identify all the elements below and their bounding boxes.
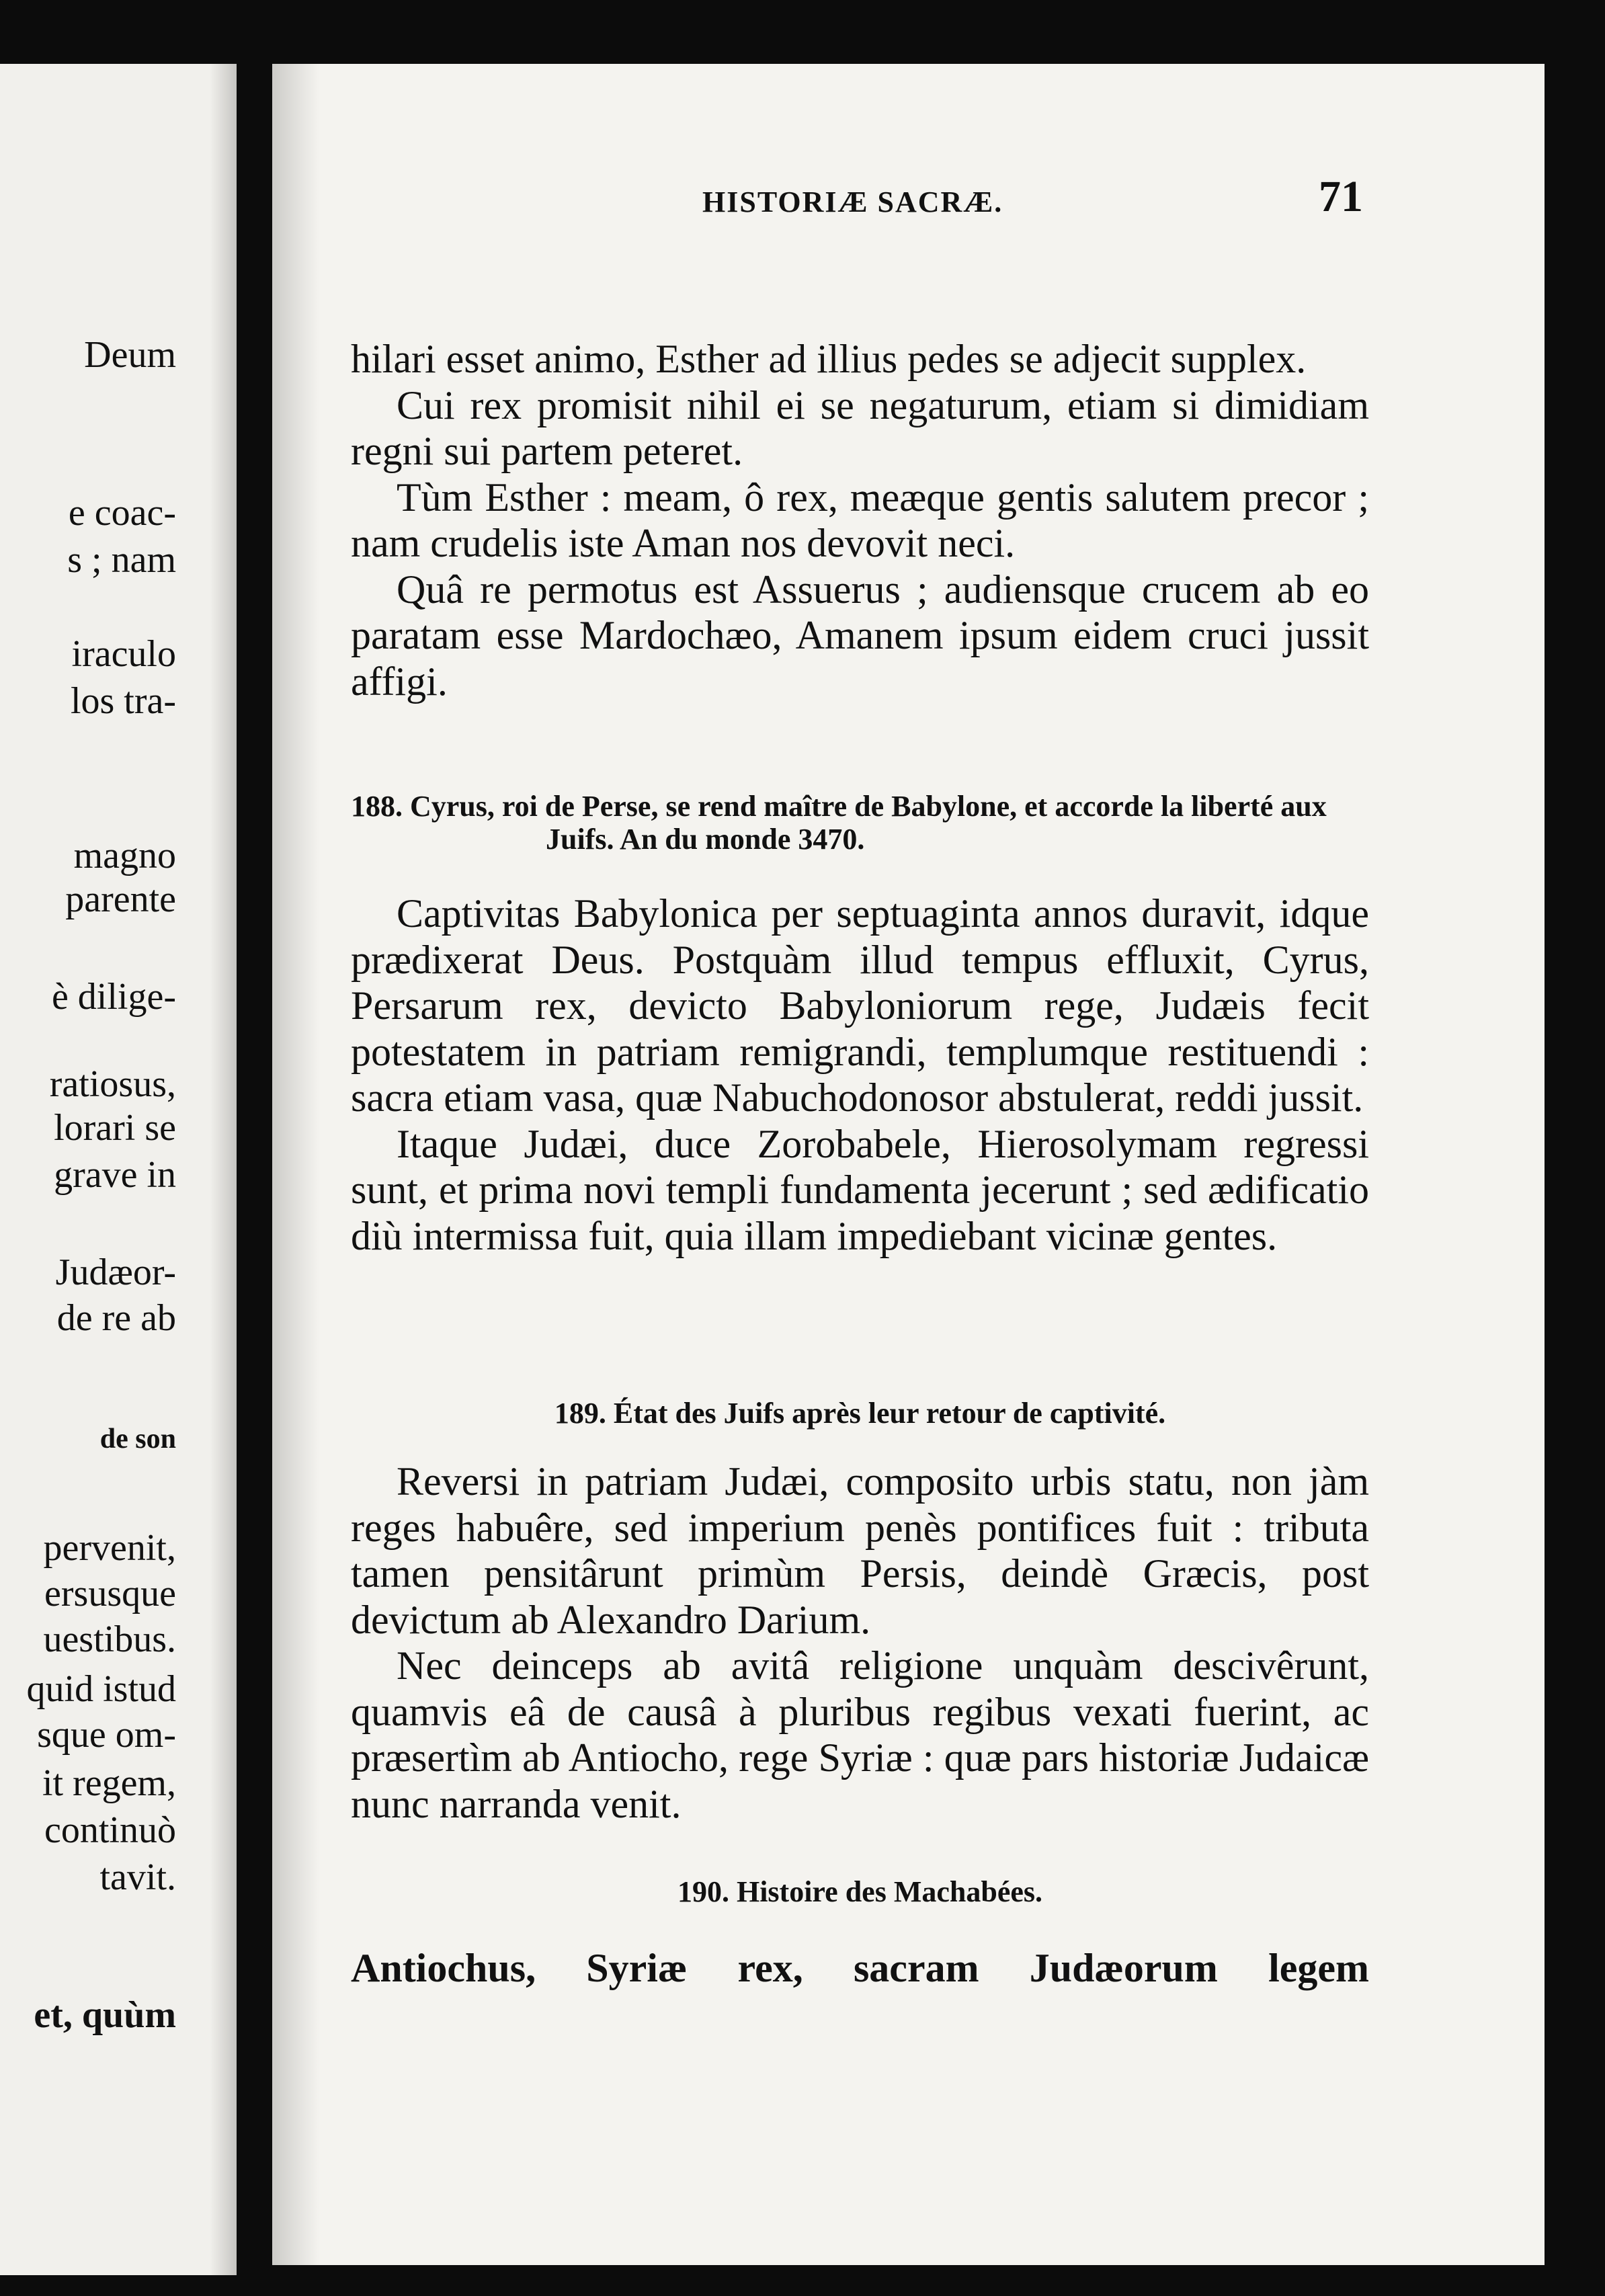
paragraph: Quâ re permotus est Assuerus ; audiensque crucem ab eo paratam esse Mardochæo, Amanem ipsum eidem cruci jussit affigi. xyxy=(351,567,1369,704)
gutter-shadow xyxy=(210,64,237,2275)
paragraph: Reversi in patriam Judæi, composito urbis statu, non jàm reges habuêre, sed imperium penès pontifices fuit : tributa tamen pensitârunt primùm Persis, deindè Græcis, post devictum ab Alexandro Darium. xyxy=(351,1459,1369,1642)
left-line: grave in xyxy=(54,1154,176,1196)
paragraph: hilari esset animo, Esther ad illius pedes se adjecit supplex. xyxy=(351,337,1307,381)
section-190-first-line: Antiochus, Syriæ rex, sacram Judæorum legem xyxy=(351,1946,1369,1990)
esther-text-block xyxy=(351,336,1369,704)
left-line: los tra- xyxy=(70,680,176,722)
page-number: 71 xyxy=(1319,172,1363,221)
paragraph: Itaque Judæi, duce Zorobabele, Hierosolymam regressi sunt, et prima novi templi fundamenta jecerunt ; sed ædificatio diù intermissa fuit, quia illam impediebant vicinæ gentes. xyxy=(351,1121,1369,1258)
left-line: continuò xyxy=(44,1809,176,1851)
left-line: Judæor- xyxy=(55,1252,176,1293)
left-line: Deum xyxy=(84,334,176,376)
paragraph: Captivitas Babylonica per septuaginta annos duravit, idque prædixerat Deus. Postquàm illud tempus effluxit, Cyrus, Persarum rex, devicto Babyloniorum rege, Judæis fecit potestatem in patriam remigrandi, templumque restituendi : sacra etiam vasa, quæ Nabuchodonosor abstulerat, reddi jussit. xyxy=(351,891,1369,1120)
paragraph: Cui rex promisit nihil ei se negaturum, etiam si dimidiam regni sui partem peteret. xyxy=(351,382,1369,473)
paragraph: Tùm Esther : meam, ô rex, meæque gentis salutem precor ; nam crudelis iste Aman nos devovit neci. xyxy=(351,475,1369,565)
running-title: HISTORIÆ SACRÆ. xyxy=(702,186,1003,218)
section-189-text xyxy=(351,1459,1369,1827)
section-heading-188: 188. Cyrus, roi de Perse, se rend maître de Babylone, et accorde la liberté aux Juifs. An du monde 3470. xyxy=(351,790,1327,856)
left-line: de son xyxy=(99,1424,176,1454)
section-heading-189: 189. État des Juifs après leur retour de captivité. xyxy=(554,1397,1166,1430)
left-line: pervenit, xyxy=(43,1527,176,1569)
paragraph: Nec deinceps ab avitâ religione unquàm descivêrunt, quamvis eâ de causâ à pluribus regibus vexati fuerint, ac præsertìm ab Antiocho, rege Syriæ : quæ pars historiæ Judaicæ nunc narranda venit. xyxy=(351,1643,1369,1826)
left-line: parente xyxy=(65,878,176,920)
left-line: e coac- xyxy=(68,492,176,534)
left-line: et, quùm xyxy=(34,1994,176,2036)
left-line: de re ab xyxy=(56,1297,176,1339)
left-line: quid istud xyxy=(26,1668,176,1710)
left-line: tavit. xyxy=(99,1856,176,1898)
left-line: ratiosus, xyxy=(49,1063,176,1105)
left-line: it regem, xyxy=(42,1762,176,1804)
left-line: lorari se xyxy=(54,1107,176,1149)
left-line: magno xyxy=(73,835,176,876)
left-line: s ; nam xyxy=(67,539,176,581)
left-line: uestibus. xyxy=(43,1618,176,1660)
left-line: iraculo xyxy=(71,633,176,675)
previous-page-fragment xyxy=(0,64,237,2275)
left-line: sque om- xyxy=(37,1714,176,1756)
left-line: ersusque xyxy=(44,1573,176,1614)
section-heading-190: 190. Histoire des Machabées. xyxy=(677,1875,1043,1908)
left-line: è dilige- xyxy=(51,976,176,1018)
gutter-shadow xyxy=(272,64,319,2265)
section-188-text xyxy=(351,891,1369,1259)
